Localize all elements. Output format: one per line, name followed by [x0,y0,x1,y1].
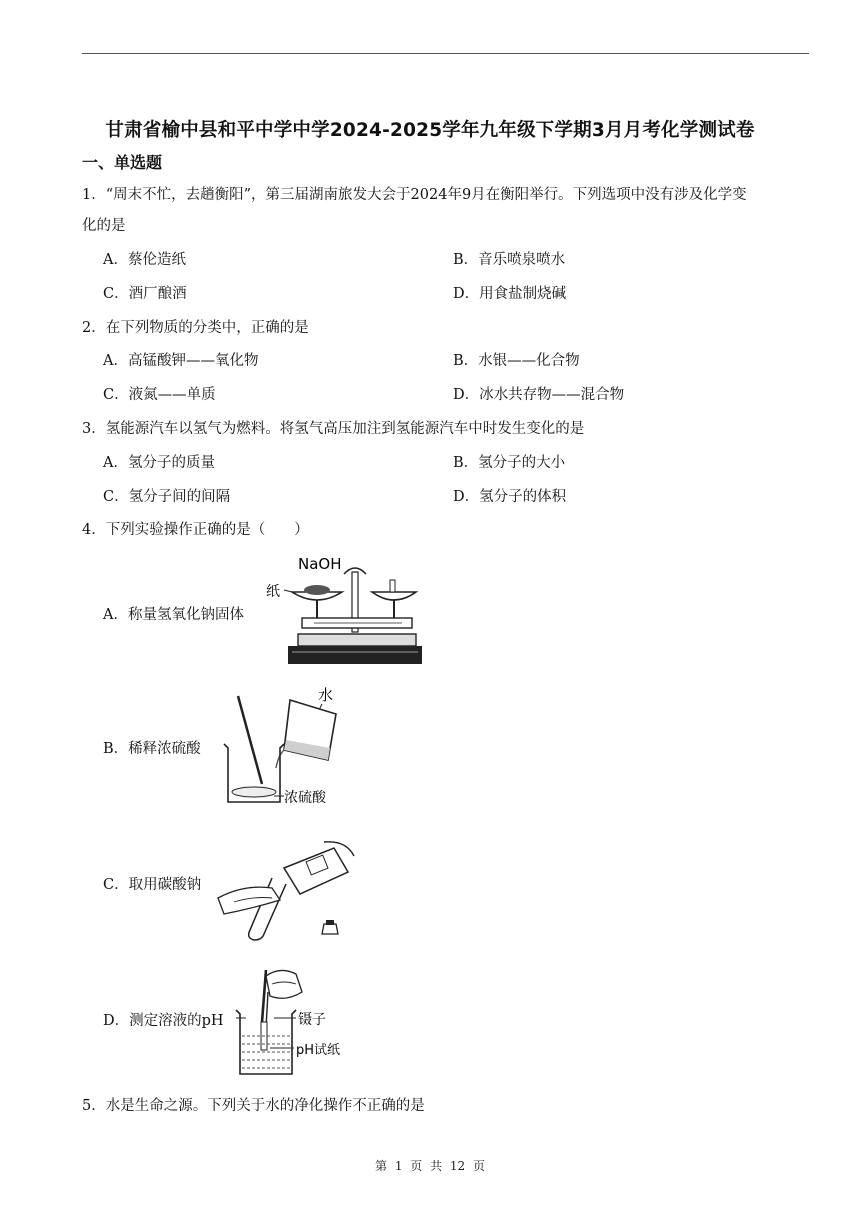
q4-option-b: B．稀释浓硫酸 [103,741,201,757]
water-label: 水 [318,686,334,704]
naoh-label: NaOH [298,555,342,573]
q1-option-c: C．酒厂酿酒 [103,286,187,302]
q1-option-a: A．蔡伦造纸 [103,252,186,268]
ph-paper-label: pH试纸 [296,1043,341,1058]
q3-option-a: A．氢分子的质量 [103,455,215,471]
question-5-stem: 5．水是生命之源。下列关于水的净化操作不正确的是 [82,1098,425,1114]
q3-option-c: C．氢分子间的间隔 [103,489,231,505]
question-4-stem: 4．下列实验操作正确的是（ ） [82,522,309,538]
dilution-figure [218,684,368,813]
question-3-stem: 3．氢能源汽车以氢气为燃料。将氢气高压加注到氢能源汽车中时发生变化的是 [82,421,585,437]
q1-option-b: B．音乐喷泉喷水 [453,252,566,268]
q2-option-a: A．高锰酸钾——氧化物 [103,353,259,369]
section-heading: 一、单选题 [82,153,163,172]
question-1-stem-cont: 化的是 [82,218,126,234]
question-1-stem: 1．“周末不忙，去趟衡阳”，第三届湖南旅发大会于2024年9月在衡阳举行。下列选项中没有涉及化学变 [82,187,747,203]
q4-option-c: C．取用碳酸钠 [103,877,202,893]
paper-label: 纸 [266,584,280,600]
ph-test-figure [230,966,358,1085]
header-rule [82,53,809,54]
page-footer: 第 1 页 共 12 页 [375,1159,485,1173]
exam-title: 甘肃省榆中县和平中学中学2024-2025学年九年级下学期3月月考化学测试卷 [105,120,755,141]
q4-option-d: D．测定溶液的pH [103,1013,224,1029]
question-2-stem: 2．在下列物质的分类中，正确的是 [82,320,309,336]
q2-option-d: D．冰水共存物——混合物 [453,387,625,403]
tweezers-label: 镊子 [298,1012,326,1028]
q1-option-d: D．用食盐制烧碱 [453,286,567,302]
powder-figure [214,838,359,947]
q4-option-a: A．称量氢氧化钠固体 [103,607,244,623]
q2-option-b: B．水银——化合物 [453,353,580,369]
conc-acid-label: 浓硫酸 [284,790,326,806]
q3-option-b: B．氢分子的大小 [453,455,566,471]
q3-option-d: D．氢分子的体积 [453,489,567,505]
balance-figure [262,552,424,676]
q2-option-c: C．液氮——单质 [103,387,216,403]
